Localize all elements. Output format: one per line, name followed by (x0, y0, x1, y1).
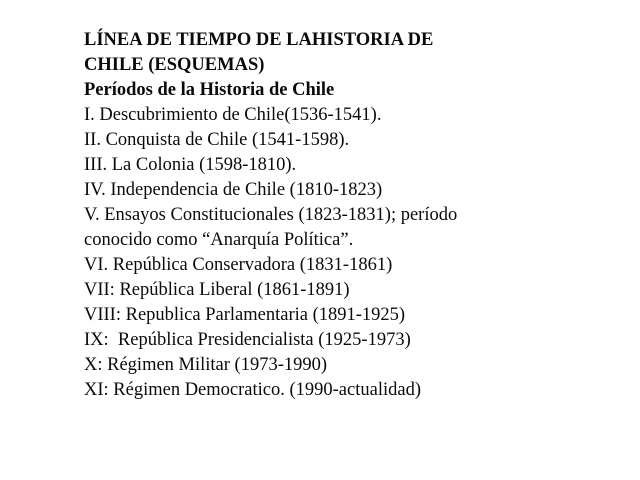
period-item: X: Régimen Militar (1973-1990) (84, 355, 328, 375)
period-item: XI: Régimen Democratico. (1990-actualidad) (84, 380, 421, 400)
period-item: II. Conquista de Chile (1541-1598). (84, 130, 350, 150)
period-item: I. Descubrimiento de Chile(1536-1541). (84, 105, 382, 125)
slide-content (84, 28, 624, 403)
period-item: VII: República Liberal (1861-1891) (84, 280, 350, 300)
period-item: VI. República Conservadora (1831-1861) (84, 255, 393, 275)
period-item: IV. Independencia de Chile (1810-1823) (84, 180, 383, 200)
period-item-continuation: conocido como “Anarquía Política”. (84, 230, 354, 250)
period-item: V. Ensayos Constitucionales (1823-1831); período (84, 205, 458, 225)
title-line-1: LÍNEA DE TIEMPO DE LAHISTORIA DE (84, 30, 434, 50)
period-item: IX: República Presidencialista (1925-1973) (84, 330, 411, 350)
subtitle: Períodos de la Historia de Chile (84, 80, 335, 100)
period-list (84, 103, 624, 403)
title-line-2: CHILE (ESQUEMAS) (84, 55, 265, 75)
period-item: III. La Colonia (1598-1810). (84, 155, 297, 175)
period-item: VIII: Republica Parlamentaria (1891-1925) (84, 305, 406, 325)
